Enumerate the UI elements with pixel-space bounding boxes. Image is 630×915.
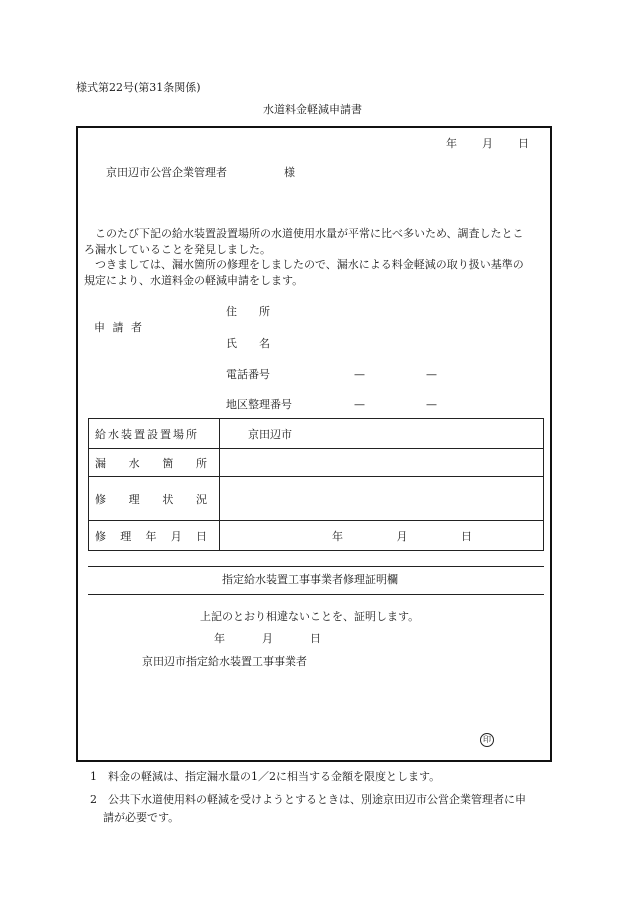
addressee-name: 京田辺市公営企業管理者 <box>106 166 227 179</box>
body-para1-line1: このたび下記の給水装置設置場所の水道使用水量が平常に比べ多いため、調査したとこ <box>95 227 524 240</box>
info-table <box>88 418 544 551</box>
note-1: 1 料金の軽減は、指定漏水量の1／2に相当する金額を限度とします。 <box>90 770 441 783</box>
seal-mark: 印 <box>480 733 494 747</box>
certification-company: 京田辺市指定給水装置工事事業者 <box>142 655 307 668</box>
applicant-district-label: 地区整理番号 <box>226 398 292 411</box>
row-value-installation-site: 京田辺市 <box>220 419 544 449</box>
table-row <box>89 419 544 449</box>
date-year: 年 <box>446 137 457 150</box>
phone-dash-2: — <box>426 368 437 381</box>
applicant-name-label: 氏 名 <box>226 337 270 350</box>
body-para2-line1: つきましては、漏水箇所の修理をしましたので、漏水による料金軽減の取り扱い基準の <box>95 258 524 271</box>
certification-month: 月 <box>262 632 273 645</box>
table-row <box>89 477 544 521</box>
note-2-line2: 請が必要です。 <box>103 811 180 824</box>
date-month: 月 <box>482 137 493 150</box>
phone-dash-1: — <box>354 368 365 381</box>
row-label-leak-location: 漏 水 箇 所 <box>89 449 220 477</box>
applicant-label: 申 請 者 <box>94 321 144 334</box>
certification-top-rule <box>88 566 544 567</box>
body-para2-line2: 規定により、水道料金の軽減申請をします。 <box>84 273 304 287</box>
row-label-repair-date: 修 理 年 月 日 <box>89 521 220 551</box>
note-2-line1: 2 公共下水道使用料の軽減を受けようとするときは、別途京田辺市公営企業管理者に申 <box>90 793 526 806</box>
document-title: 水道料金軽減申請書 <box>263 103 362 116</box>
table-row <box>89 449 544 477</box>
district-dash-2: — <box>426 398 437 411</box>
addressee-honorific: 様 <box>284 166 295 179</box>
form-number: 様式第22号(第31条関係) <box>76 81 201 94</box>
district-dash-1: — <box>354 398 365 411</box>
row-label-repair-status: 修 理 状 況 <box>89 477 220 521</box>
body-para1-line2: ろ漏水していることを発見しました。 <box>84 242 271 256</box>
certification-statement: 上記のとおり相違ないことを、証明します。 <box>200 610 420 623</box>
certification-year: 年 <box>214 632 225 645</box>
applicant-phone-label: 電話番号 <box>226 368 270 381</box>
row-value-repair-status <box>220 477 544 521</box>
certification-bottom-rule <box>88 594 544 595</box>
table-row <box>89 521 544 551</box>
certification-day: 日 <box>310 632 321 645</box>
body-text <box>84 226 550 288</box>
certification-title: 指定給水装置工事事業者修理証明欄 <box>222 573 398 586</box>
row-value-repair-date: 年 月 日 <box>220 521 544 551</box>
applicant-address-label: 住 所 <box>226 305 270 318</box>
date-day: 日 <box>518 137 529 150</box>
row-label-installation-site: 給水装置設置場所 <box>89 419 220 449</box>
row-value-leak-location <box>220 449 544 477</box>
